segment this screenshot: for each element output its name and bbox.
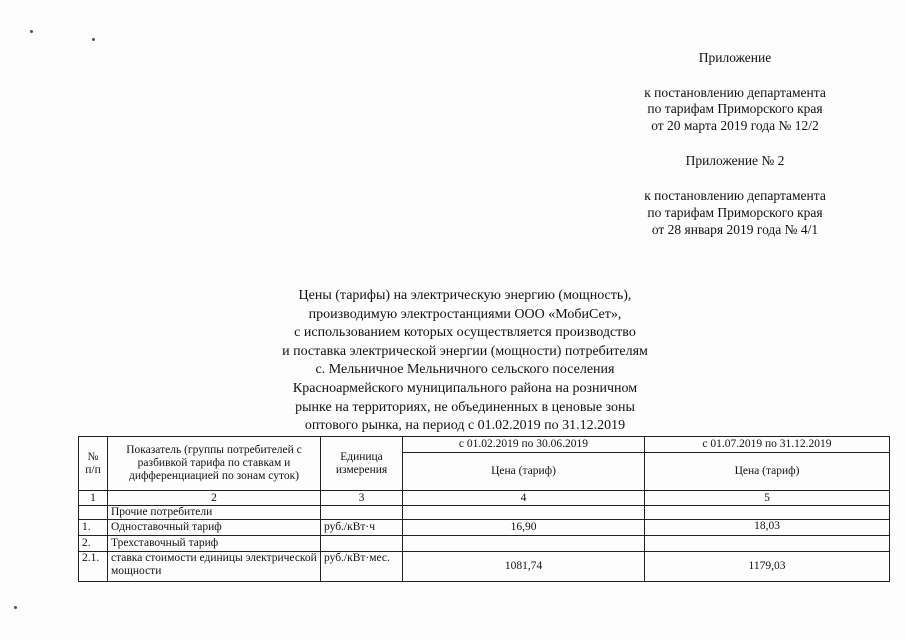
heading-line: с использованием которых осуществляется производство [294,325,636,341]
appendix2-title: Приложение № 2 [685,153,785,168]
row-price-1: 16,90 [403,520,645,536]
row-name: Прочие потребители [108,506,321,520]
header-price-2: Цена (тариф) [645,453,890,491]
heading-line: Красноармейского муниципального района на розничном [292,380,638,396]
row-num [79,506,108,520]
header-indicator: Показатель (группы потребителей с разбивкой тарифа по ставкам и дифференциацией по зонам суток) [108,437,321,491]
row-num: 2.1. [79,552,108,582]
heading-line: Цены (тарифы) на электрическую энергию (мощность), [298,288,632,303]
row-price-2 [645,536,890,552]
appendix-line: от 20 марта 2019 года № 12/2 [651,118,819,133]
heading-line: и поставка электрической энергии (мощности) потребителям [282,343,648,359]
row-name: ставка стоимости единицы электрической мощности [108,552,321,582]
row-unit [321,506,403,520]
appendix-line: к постановлению департамента [644,85,826,100]
row-price-1: 1081,74 [403,552,645,582]
row-num: 1. [79,520,108,536]
document-heading [230,287,700,436]
appendix-line: по тарифам Приморского края [647,101,823,116]
row-price-1 [403,506,645,520]
row-price-2 [645,506,890,520]
heading-line: оптового рынка, на период с 01.02.2019 по 31.12.2019 [304,418,626,434]
heading-line: производимую электростанциями ООО «МобиСет», [308,306,622,322]
appendix2-line: по тарифам Приморского края [647,205,823,220]
scan-speck [14,606,17,609]
heading-line: рынке на территориях, не объединенных в ценовые зоны [295,399,635,415]
row-price-1 [403,536,645,552]
row-price-2: 1179,03 [645,552,890,582]
appendix2-line: к постановлению департамента [644,188,826,203]
header-unit: Единица измерения [321,437,403,491]
index-row [79,491,890,506]
row-unit: руб./кВт·ч [321,520,403,536]
row-price-2: 18,03 [645,520,890,536]
row-name: Одноставочный тариф [108,520,321,536]
row-name: Трехставочный тариф [108,536,321,552]
header-period-1: с 01.02.2019 по 30.06.2019 [403,437,645,453]
scan-speck [30,30,33,33]
table-row [79,552,890,582]
heading-line: с. Мельничное Мельничного сельского поселения [315,362,615,378]
scan-speck [92,38,95,41]
header-num: № п/п [79,437,108,491]
index-cell: 4 [403,491,645,506]
appendix2-line: от 28 января 2019 года № 4/1 [651,222,819,237]
table-row [79,536,890,552]
appendix-title: Приложение [698,50,772,65]
header-period-2: с 01.07.2019 по 31.12.2019 [645,437,890,453]
row-unit [321,536,403,552]
index-cell: 3 [321,491,403,506]
header-price-1: Цена (тариф) [403,453,645,491]
index-cell: 2 [108,491,321,506]
row-unit: руб./кВт·мес. [321,552,403,582]
index-cell: 5 [645,491,890,506]
table-row [79,506,890,520]
row-num: 2. [79,536,108,552]
table-row [79,520,890,536]
index-cell: 1 [79,491,108,506]
tariff-table [78,436,890,582]
